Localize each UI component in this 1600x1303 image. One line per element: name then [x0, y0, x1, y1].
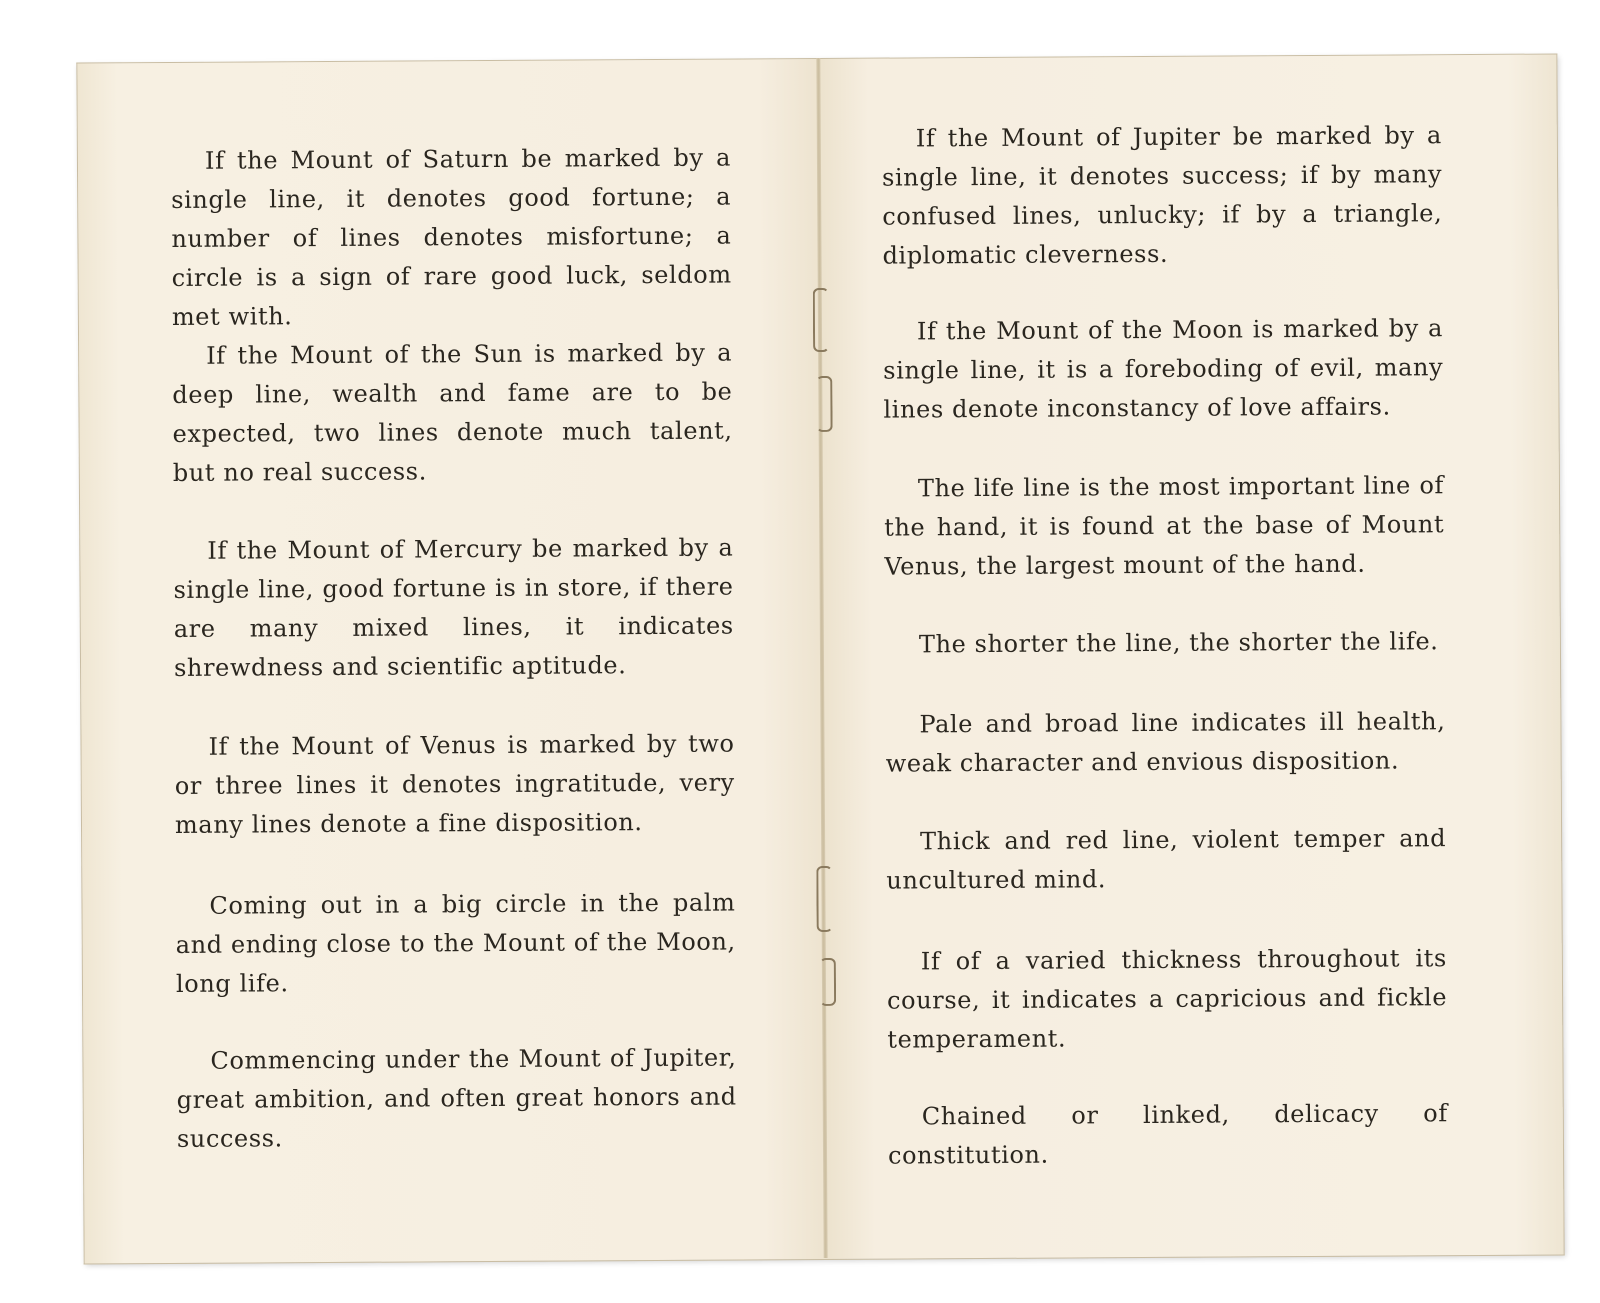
paragraph-chained: Chained or linked, delicacy of constitution. — [887, 1099, 1448, 1170]
paragraph-varied-thickness: If of a varied thickness throughout its course, it indicates a capricious and fickle temperament. — [887, 944, 1448, 1054]
paragraph-moon: If the Mount of the Moon is marked by a single line, it is a foreboding of evil, many lines denote inconstancy of love affairs. — [883, 314, 1444, 424]
paragraph-pale-broad: Pale and broad line indicates ill health, weak character and envious disposition. — [885, 707, 1446, 778]
paragraph-venus: If the Mount of Venus is marked by two or three lines it denotes ingratitude, very many lines denote a fine disposition. — [174, 729, 735, 839]
paragraph-big-circle: Coming out in a big circle in the palm and ending close to the Mount of the Moon, long life. — [175, 888, 736, 998]
open-booklet — [76, 53, 1563, 1262]
staple-icon — [820, 958, 836, 1006]
paragraph-jupiter: If the Mount of Jupiter be marked by a single line, it denotes success; if by many confused lines, unlucky; if by a triangle, diplomatic cleverness. — [881, 121, 1443, 270]
paragraph-life-line: The life line is the most important line of the hand, it is found at the base of Mount Venus, the largest mount of the hand. — [884, 471, 1445, 581]
staple-icon — [816, 866, 832, 932]
paragraph-mercury: If the Mount of Mercury be marked by a single line, good fortune is in store, if there are many mixed lines, it indicates shrewdness and scientific aptitude. — [173, 533, 734, 682]
paragraph-saturn: If the Mount of Saturn be marked by a single line, it denotes good fortune; a number of lines denotes misfortune; a circle is a sign of rare good luck, seldom met with. — [171, 143, 732, 331]
paragraph-thick-red: Thick and red line, violent temper and uncultured mind. — [886, 824, 1447, 895]
paragraph-jupiter-commencing: Commencing under the Mount of Jupiter, great ambition, and often great honors and success. — [176, 1043, 737, 1153]
paragraph-sun: If the Mount of the Sun is marked by a deep line, wealth and fame are to be expected, two lines denote much talent, but no real success. — [172, 338, 733, 487]
paragraph-shorter-line: The shorter the line, the shorter the life. — [918, 627, 1439, 659]
staple-icon — [813, 288, 829, 352]
staple-icon — [816, 376, 832, 432]
